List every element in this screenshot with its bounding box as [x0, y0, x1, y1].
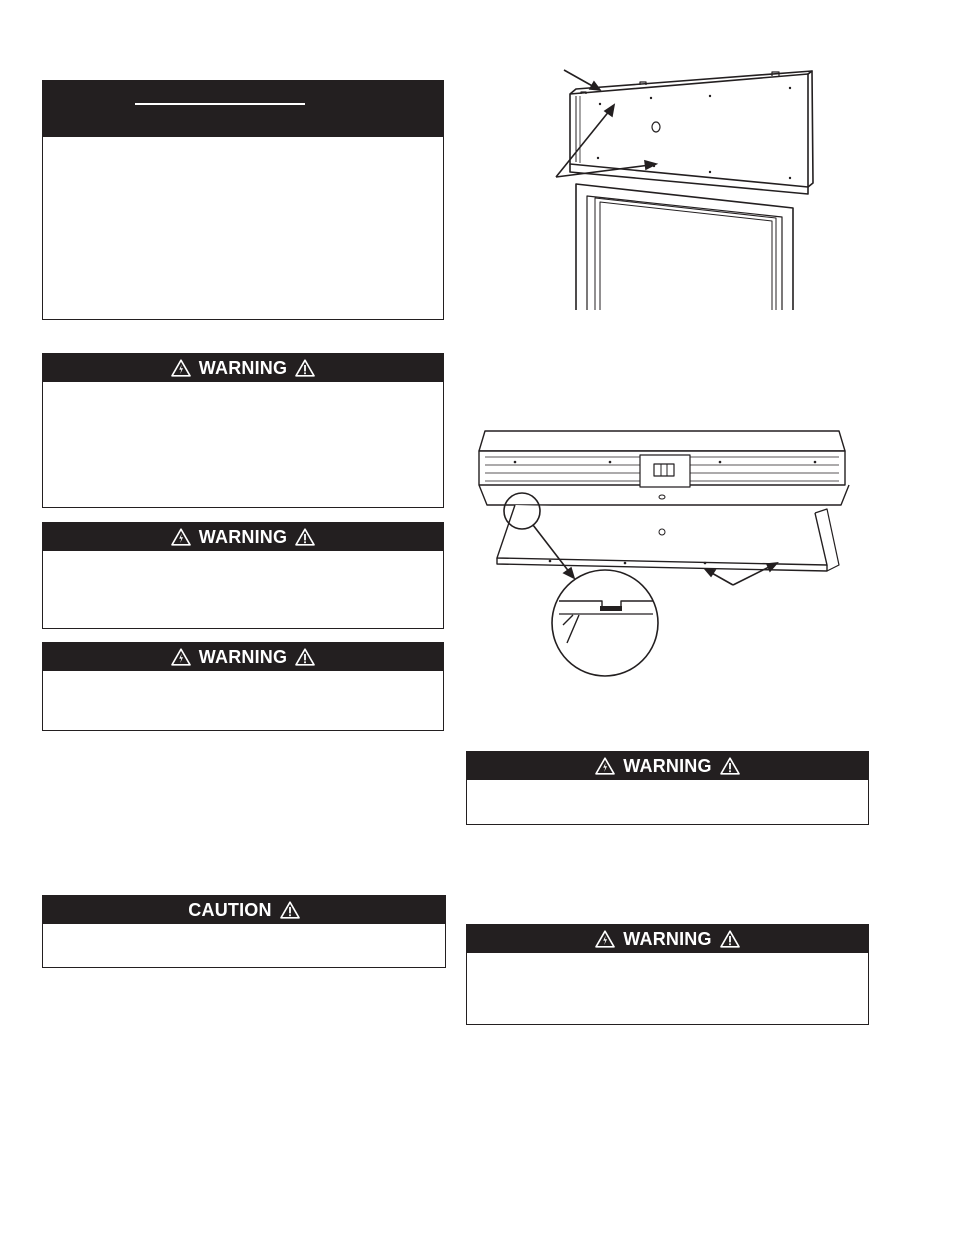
electrical-hazard-icon: [171, 359, 191, 377]
caution-header-1: [43, 896, 445, 924]
electrical-hazard-icon: [171, 648, 191, 666]
figure-unit-open-detail: [475, 425, 865, 680]
warning-header-2: [43, 523, 443, 551]
warning-box-3: [42, 642, 444, 731]
notice-header: [43, 81, 443, 137]
warning-box-5: [466, 924, 869, 1025]
warning-triangle-icon: [280, 901, 300, 919]
caution-box-1: [42, 895, 446, 968]
warning-box-1: [42, 353, 444, 508]
warning-triangle-icon: [295, 359, 315, 377]
electrical-hazard-icon: [595, 757, 615, 775]
warning-triangle-icon: [295, 528, 315, 546]
warning-box-2: [42, 522, 444, 629]
notice-box: [42, 80, 444, 320]
warning-label-2: WARNING: [198, 526, 288, 547]
warning-label-4: WARNING: [623, 755, 712, 776]
warning-header-4: [467, 752, 868, 780]
warning-label-1: WARNING: [198, 357, 288, 378]
electrical-hazard-icon: [171, 528, 191, 546]
figure-unit-above-door: [540, 60, 820, 315]
warning-label-5: WARNING: [623, 928, 712, 949]
warning-header-3: [43, 643, 443, 671]
notice-title-rule: [135, 103, 305, 105]
warning-triangle-icon: [720, 757, 740, 775]
warning-triangle-icon: [295, 648, 315, 666]
warning-box-4: [466, 751, 869, 825]
warning-header-5: [467, 925, 868, 953]
warning-triangle-icon: [720, 930, 740, 948]
caution-label-1: CAUTION: [188, 899, 272, 920]
warning-header-1: [43, 354, 443, 382]
warning-label-3: WARNING: [198, 646, 288, 667]
electrical-hazard-icon: [595, 930, 615, 948]
